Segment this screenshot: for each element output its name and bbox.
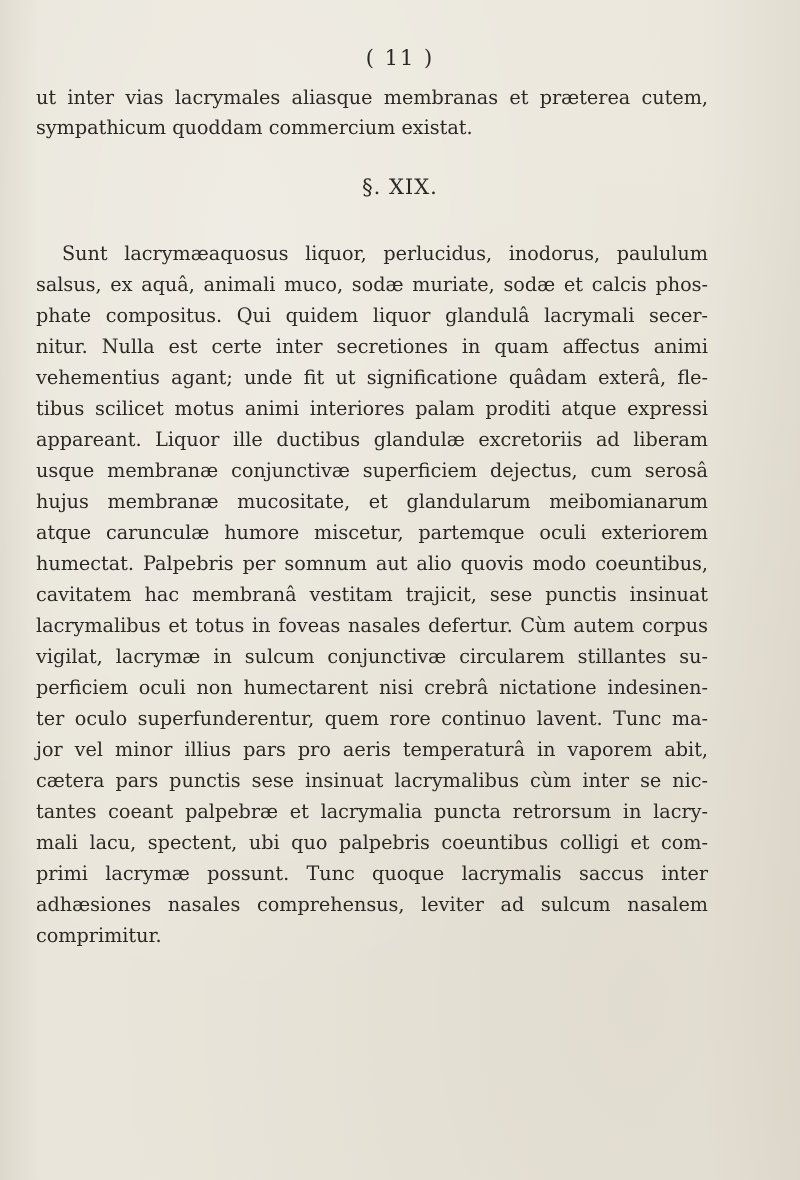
- text-line: tantes coeant palpebræ et lacrymalia puncta retrorsum in lacry-: [36, 800, 708, 823]
- text-line: usque membranæ conjunctivæ superficiem dejectus, cum serosâ: [36, 459, 708, 482]
- text-line: phate compositus. Qui quidem liquor glandulâ lacrymali secer-: [36, 304, 708, 327]
- text-line: lacrymalibus et totus in foveas nasales defertur. Cùm autem corpus: [36, 614, 708, 637]
- text-line: humectat. Palpebris per somnum aut alio quovis modo coeuntibus,: [36, 552, 708, 575]
- text-line: cavitatem hac membranâ vestitam trajicit, sese punctis insinuat: [36, 583, 708, 606]
- text-line: adhæsiones nasales comprehensus, leviter ad sulcum nasalem: [36, 893, 708, 916]
- text-line: appareant. Liquor ille ductibus glandulæ excretoriis ad liberam: [36, 428, 708, 451]
- text-line: vigilat, lacrymæ in sulcum conjunctivæ circularem stillantes su-: [36, 645, 708, 668]
- text-line: vehementius agant; unde fit ut significatione quâdam exterâ, fle-: [36, 366, 708, 389]
- text-line: Sunt lacrymæaquosus liquor, perlucidus, inodorus, paululum: [62, 242, 708, 265]
- text-line: ter oculo superfunderentur, quem rore continuo lavent. Tunc ma-: [36, 707, 708, 730]
- section-heading: §. XIX.: [362, 175, 438, 199]
- text-line: atque carunculæ humore miscetur, partemque oculi exteriorem: [36, 521, 708, 544]
- text-line: ut inter vias lacrymales aliasque membranas et præterea cutem,: [36, 86, 708, 109]
- text-line: jor vel minor illius pars pro aeris temperaturâ in vaporem abit,: [36, 738, 708, 761]
- text-line: comprimitur.: [36, 924, 162, 947]
- text-line: tibus scilicet motus animi interiores palam proditi atque expressi: [36, 397, 708, 420]
- text-line: primi lacrymæ possunt. Tunc quoque lacrymalis saccus inter: [36, 862, 708, 885]
- text-line: sympathicum quoddam commercium existat.: [36, 116, 473, 139]
- text-line: perficiem oculi non humectarent nisi crebrâ nictatione indesinen-: [36, 676, 708, 699]
- text-line: salsus, ex aquâ, animali muco, sodæ muriate, sodæ et calcis phos-: [36, 273, 708, 296]
- text-line: nitur. Nulla est certe inter secretiones in quam affectus animi: [36, 335, 708, 358]
- page-number: ( 11 ): [365, 46, 435, 70]
- text-line: mali lacu, spectent, ubi quo palpebris coeuntibus colligi et com-: [36, 831, 708, 854]
- text-line: cætera pars punctis sese insinuat lacrymalibus cùm inter se nic-: [36, 769, 708, 792]
- text-line: hujus membranæ mucositate, et glandularum meibomianarum: [36, 490, 708, 513]
